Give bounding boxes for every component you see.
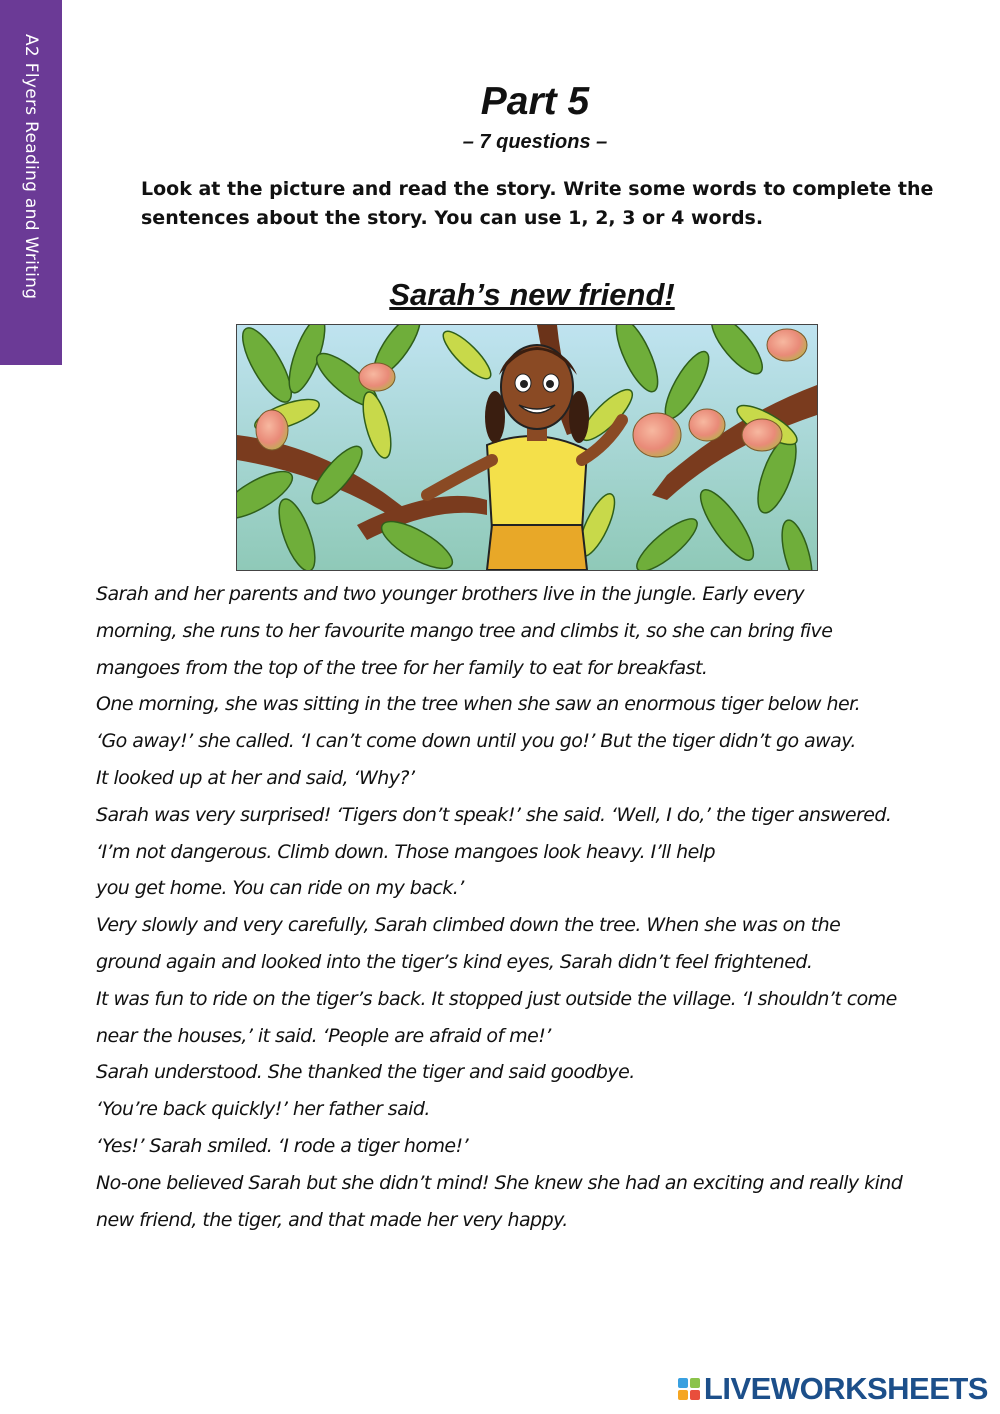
story-line: ‘Yes!’ Sarah smiled. ‘I rode a tiger home!’ [96,1134,469,1157]
liveworksheets-brand-text: LIVEWORKSHEETS [703,1371,988,1406]
side-tab-label: A2 Flyers Reading and Writing [21,34,41,300]
jungle-girl-illustration [237,325,817,570]
logo-square-icon [690,1378,700,1388]
story-title: Sarah’s new friend! [389,277,675,312]
story-illustration [236,324,818,571]
story-line: ‘I’m not dangerous. Climb down. Those mangoes look heavy. I’ll help [96,840,716,863]
story-line: It looked up at her and said, ‘Why?’ [96,766,415,789]
instructions: Look at the picture and read the story. Write some words to complete the sentences about the story. You can use 1, 2, 3 or 4 words. [141,178,934,229]
liveworksheets-logo-icon [678,1378,700,1400]
story-line: It was fun to ride on the tiger’s back. It stopped just outside the village. ‘I shouldn’t come [96,987,897,1010]
liveworksheets-logo[interactable] [678,1371,988,1407]
story-line: near the houses,’ it said. ‘People are afraid of me!’ [96,1024,551,1047]
story-line: One morning, she was sitting in the tree when she saw an enormous tiger below her. [96,693,861,716]
logo-square-icon [690,1390,700,1400]
story-line: you get home. You can ride on my back.’ [96,877,464,900]
story-line: Very slowly and very carefully, Sarah climbed down the tree. When she was on the [96,914,841,937]
story-text [96,576,926,1238]
story-line: Sarah and her parents and two younger brothers live in the jungle. Early every [96,583,805,605]
story-line: ‘Go away!’ she called. ‘I can’t come down until you go!’ But the tiger didn’t go away. [96,730,856,753]
page-subtitle: – 7 questions – [462,131,608,153]
story-line: No-one believed Sarah but she didn’t mind! She knew she had an exciting and really kind [96,1171,903,1194]
story-line: Sarah was very surprised! ‘Tigers don’t speak!’ she said. ‘Well, I do,’ the tiger answered. [96,803,892,826]
story-line: ground again and looked into the tiger’s kind eyes, Sarah didn’t feel frightened. [96,950,813,973]
logo-square-icon [678,1378,688,1388]
page-title: Part 5 [480,80,590,123]
story-line: Sarah understood. She thanked the tiger and said goodbye. [96,1061,635,1084]
story-line: ‘You’re back quickly!’ her father said. [96,1098,430,1121]
story-line: mangoes from the top of the tree for her family to eat for breakfast. [96,656,708,679]
story-line: morning, she runs to her favourite mango tree and climbs it, so she can bring five [96,619,833,642]
story-line: new friend, the tiger, and that made her very happy. [96,1208,568,1231]
logo-square-icon [678,1390,688,1400]
